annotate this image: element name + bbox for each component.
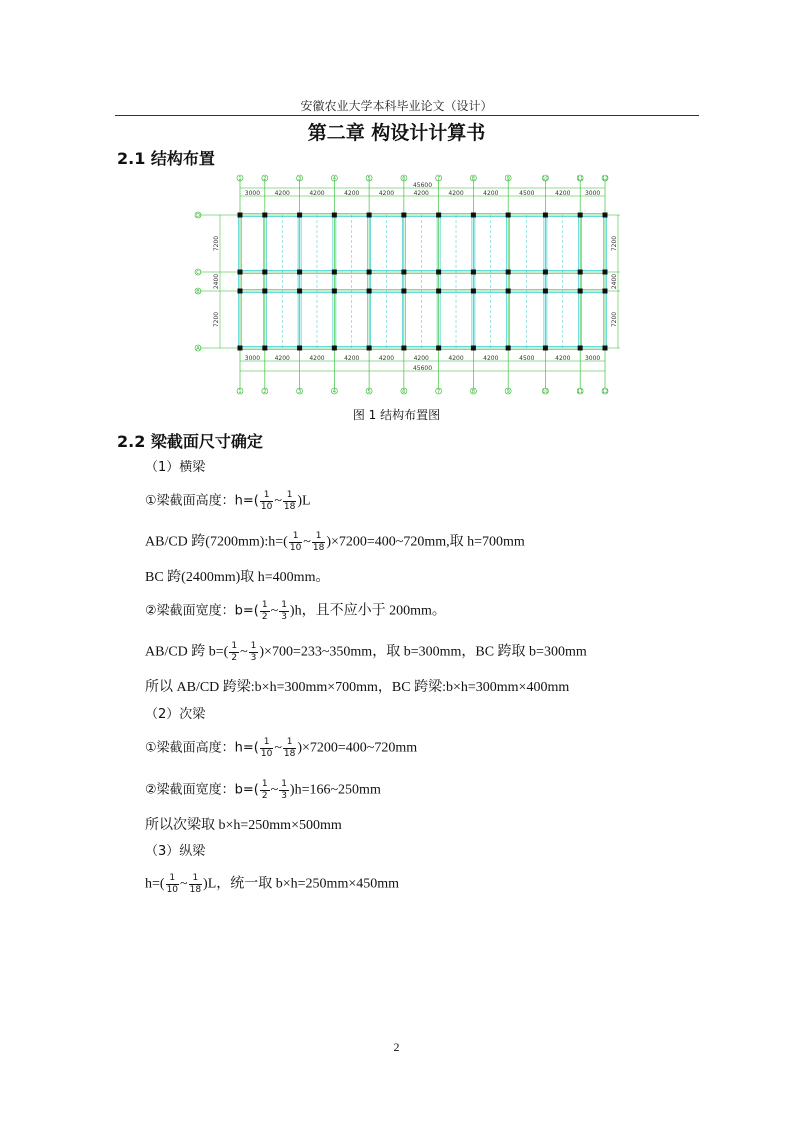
column bbox=[471, 346, 476, 351]
axis-label: 11 bbox=[576, 389, 584, 395]
column bbox=[603, 289, 608, 294]
running-header: 安徽农业大学本科毕业论文（设计） bbox=[300, 99, 493, 113]
axis-label: D bbox=[196, 213, 200, 219]
column bbox=[262, 289, 267, 294]
column bbox=[543, 213, 548, 218]
axis-label: 9 bbox=[506, 389, 510, 395]
dimension-label: 4200 bbox=[448, 355, 464, 362]
column bbox=[367, 213, 372, 218]
fraction-1-10: $\frac{1}{10}$ bbox=[166, 873, 179, 895]
fraction-1-18: $\frac{1}{18}$ bbox=[189, 873, 202, 895]
axis-label: 5 bbox=[367, 389, 371, 395]
column bbox=[436, 270, 441, 275]
text-line-bc-height: BC 跨(2400mm)取 h=400mm。 bbox=[145, 570, 330, 585]
column bbox=[238, 270, 243, 275]
text-line-secondary-beam: （2）次梁 bbox=[145, 707, 206, 722]
column bbox=[471, 213, 476, 218]
structure-layout-drawing bbox=[190, 172, 620, 397]
axis-label: 2 bbox=[263, 389, 267, 395]
chapter-title: 第二章 构设计计算书 bbox=[307, 122, 486, 144]
axis-label: 1 bbox=[238, 389, 242, 395]
figure-caption: 图 1 结构布置图 bbox=[352, 408, 441, 422]
fraction-1-2: $\frac{1}{2}$ bbox=[261, 779, 268, 801]
column bbox=[332, 270, 337, 275]
column bbox=[603, 213, 608, 218]
dimension-label: 3000 bbox=[584, 190, 601, 197]
column bbox=[578, 289, 583, 294]
fraction-1-2: $\frac{1}{2}$ bbox=[261, 600, 268, 622]
axis-label: 8 bbox=[471, 176, 475, 182]
column bbox=[367, 289, 372, 294]
axis-label: 11 bbox=[576, 176, 584, 182]
axis-label: 9 bbox=[506, 176, 510, 182]
dimension-label: 4200 bbox=[309, 190, 325, 197]
column bbox=[332, 213, 337, 218]
dimension-label: 3000 bbox=[244, 355, 261, 362]
column bbox=[578, 213, 583, 218]
column bbox=[506, 289, 511, 294]
axis-label: 3 bbox=[297, 389, 302, 395]
column bbox=[506, 346, 511, 351]
text-line-longitudinal-size: h=( $\frac{1}{10}$ ~ $\frac{1}{18}$ )L，统一取 b×h=250mm×450mm bbox=[145, 873, 400, 895]
text-line-ab-cd-height: AB/CD 跨(7200mm):h=( $\frac{1}{10}$ ~ $\frac{1}{18}$ )×7200=400~720mm,取 h=700mm bbox=[145, 531, 525, 553]
dimension-label: 4200 bbox=[274, 190, 290, 197]
column bbox=[471, 289, 476, 294]
axis-label: 6 bbox=[402, 389, 406, 395]
text-line-transverse-beam: （1）横梁 bbox=[145, 460, 206, 475]
column bbox=[506, 213, 511, 218]
dimension-label: 4500 bbox=[519, 355, 535, 362]
axis-label: 6 bbox=[402, 176, 406, 182]
dimension-label: 3000 bbox=[244, 190, 261, 197]
fraction-1-18: $\frac{1}{18}$ bbox=[283, 490, 296, 512]
column bbox=[332, 346, 337, 351]
axis-label: 8 bbox=[471, 389, 475, 395]
side-dimension-label: 2400 bbox=[213, 273, 220, 290]
dimension-label: 4500 bbox=[519, 190, 535, 197]
axis-label: 12 bbox=[601, 389, 609, 395]
side-dimension-label: 7200 bbox=[213, 235, 220, 252]
column bbox=[506, 270, 511, 275]
dimension-label: 4200 bbox=[344, 190, 360, 197]
text-line-beam-height: ①梁截面高度：h=( $\frac{1}{10}$ ~ $\frac{1}{18}$ )L bbox=[145, 490, 311, 512]
column bbox=[238, 213, 243, 218]
dimension-label: 4200 bbox=[309, 355, 325, 362]
text-line-beam-width: ②梁截面宽度：b=( $\frac{1}{2}$ ~ $\frac{1}{3}$ )h，且不应小于 200mm。 bbox=[145, 600, 446, 622]
column bbox=[297, 289, 302, 294]
column bbox=[262, 270, 267, 275]
column bbox=[238, 346, 243, 351]
column bbox=[578, 270, 583, 275]
fraction-1-10: $\frac{1}{10}$ bbox=[260, 490, 273, 512]
text-line-beam-summary: 所以 AB/CD 跨梁:b×h=300mm×700mm，BC 跨梁:b×h=300mm×400mm bbox=[145, 680, 570, 695]
column bbox=[401, 270, 406, 275]
axis-label: 10 bbox=[542, 176, 549, 182]
column bbox=[603, 270, 608, 275]
text-line-secondary-height: ①梁截面高度：h=( $\frac{1}{10}$ ~ $\frac{1}{18}$ )×7200=400~720mm bbox=[145, 737, 418, 759]
section-heading-2-1: 2.1 结构布置 bbox=[117, 149, 215, 168]
dimension-label: 4200 bbox=[448, 190, 464, 197]
section-heading-2-2: 2.2 梁截面尺寸确定 bbox=[117, 432, 263, 451]
column bbox=[238, 289, 243, 294]
column bbox=[436, 346, 441, 351]
side-dimension-label: 7200 bbox=[213, 311, 220, 328]
column bbox=[297, 346, 302, 351]
fraction-1-3: $\frac{1}{3}$ bbox=[281, 779, 287, 801]
total-dimension-label: 45600 bbox=[412, 182, 433, 189]
fraction-1-3: $\frac{1}{3}$ bbox=[281, 600, 287, 622]
column bbox=[401, 346, 406, 351]
axis-label: 4 bbox=[332, 176, 336, 182]
side-dimension-label: 7200 bbox=[611, 311, 618, 328]
dimension-label: 4200 bbox=[274, 355, 290, 362]
dimension-label: 4200 bbox=[378, 190, 395, 197]
column bbox=[436, 289, 441, 294]
dimension-label: 4200 bbox=[413, 190, 429, 197]
column bbox=[543, 270, 548, 275]
column bbox=[332, 289, 337, 294]
column bbox=[543, 346, 548, 351]
fraction-1-2: $\frac{1}{2}$ bbox=[231, 641, 238, 663]
axis-label: 4 bbox=[332, 389, 336, 395]
axis-label: C bbox=[196, 270, 200, 276]
dimension-label: 4200 bbox=[344, 355, 360, 362]
axis-label: 1 bbox=[238, 176, 242, 182]
text-line-longitudinal-beam: （3）纵梁 bbox=[145, 844, 206, 859]
axis-label: 5 bbox=[367, 176, 371, 182]
dimension-label: 3000 bbox=[584, 355, 601, 362]
fraction-1-10: $\frac{1}{10}$ bbox=[289, 531, 302, 553]
header-rule bbox=[115, 115, 699, 116]
side-dimension-label: 7200 bbox=[611, 235, 618, 252]
column bbox=[262, 213, 267, 218]
column bbox=[436, 213, 441, 218]
total-dimension-label: 45600 bbox=[412, 365, 433, 372]
column bbox=[543, 289, 548, 294]
axis-label: 2 bbox=[263, 176, 267, 182]
column bbox=[367, 270, 372, 275]
side-dimension-label: 2400 bbox=[611, 273, 618, 290]
column bbox=[603, 346, 608, 351]
fraction-1-10: $\frac{1}{10}$ bbox=[260, 737, 273, 759]
text-line-secondary-width: ②梁截面宽度：b=( $\frac{1}{2}$ ~ $\frac{1}{3}$ )h=166~250mm bbox=[145, 779, 381, 801]
column bbox=[297, 270, 302, 275]
axis-label: B bbox=[196, 289, 200, 295]
dimension-label: 4200 bbox=[378, 355, 395, 362]
axis-label: 7 bbox=[437, 389, 441, 395]
column bbox=[401, 213, 406, 218]
column bbox=[471, 270, 476, 275]
dimension-label: 4200 bbox=[483, 355, 499, 362]
fraction-1-3: $\frac{1}{3}$ bbox=[250, 641, 257, 663]
column bbox=[297, 213, 302, 218]
dimension-label: 4200 bbox=[483, 190, 499, 197]
page-number: 2 bbox=[393, 1040, 400, 1054]
axis-label: 12 bbox=[601, 176, 609, 182]
column bbox=[401, 289, 406, 294]
axis-label: 10 bbox=[542, 389, 549, 395]
dimension-label: 4200 bbox=[555, 355, 571, 362]
text-line-ab-cd-width: AB/CD 跨 b=( $\frac{1}{2}$ ~ $\frac{1}{3}$ )×700=233~350mm，取 b=300mm，BC 跨取 b=300mm bbox=[145, 641, 587, 663]
column bbox=[367, 346, 372, 351]
axis-label: 3 bbox=[297, 176, 302, 182]
dimension-label: 4200 bbox=[413, 355, 429, 362]
axis-label: 7 bbox=[437, 176, 441, 182]
fraction-1-18: $\frac{1}{18}$ bbox=[312, 531, 325, 553]
text-line-secondary-summary: 所以次梁取 b×h=250mm×500mm bbox=[145, 818, 342, 833]
axis-label: A bbox=[196, 346, 200, 352]
column bbox=[262, 346, 267, 351]
dimension-label: 4200 bbox=[555, 190, 571, 197]
fraction-1-18: $\frac{1}{18}$ bbox=[283, 737, 296, 759]
column bbox=[578, 346, 583, 351]
